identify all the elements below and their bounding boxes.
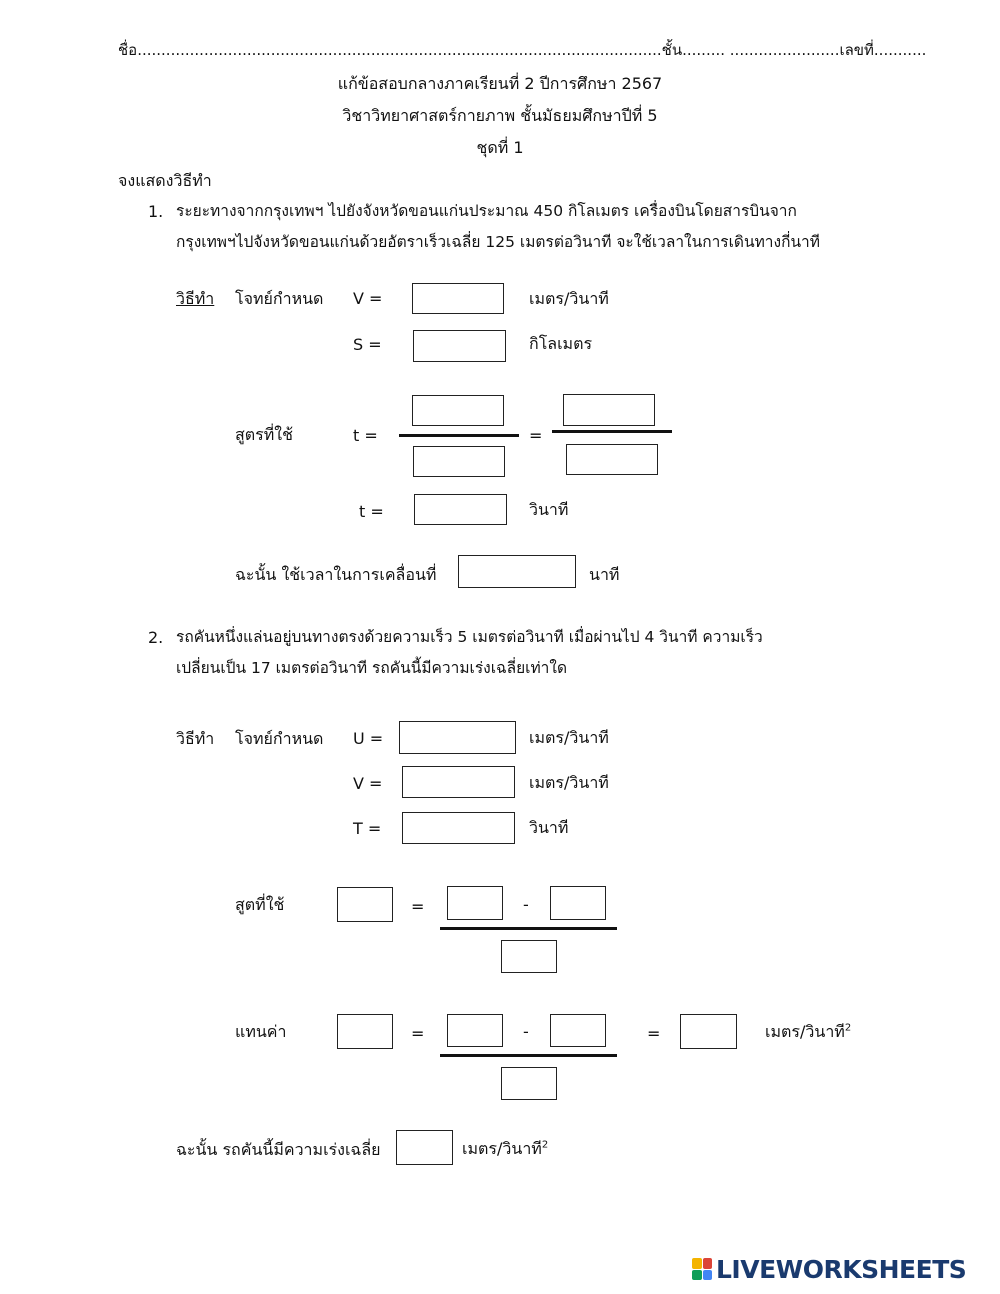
q2-u-label: U =	[353, 729, 384, 748]
q1-v-unit: เมตร/วินาที	[529, 289, 609, 308]
q1-method-label: วิธีทำ	[176, 289, 215, 308]
logo-square-1	[692, 1258, 702, 1269]
q2-t-unit: วินาที	[529, 818, 569, 837]
q2-u-unit: เมตร/วินาที	[529, 728, 609, 747]
liveworksheets-logo-text: LIVEWORKSHEETS	[716, 1254, 967, 1284]
q1-conclusion-unit: นาที	[589, 565, 620, 584]
q1-t-label: t =	[353, 426, 378, 445]
liveworksheets-logo-icon	[692, 1258, 712, 1280]
q2-method-label: วิธีทำ	[176, 729, 215, 748]
q1-formula-label: สูตรที่ใช้	[235, 425, 293, 444]
q1-v-answer-box[interactable]	[412, 283, 504, 314]
liveworksheets-logo[interactable]	[692, 1256, 966, 1282]
q2-given-label: โจทย์กำหนด	[235, 729, 324, 748]
q2-result-equals: =	[647, 1024, 661, 1043]
q1-t-result-box[interactable]	[414, 494, 507, 525]
q2-result-unit: เมตร/วินาที$^2$	[765, 1022, 852, 1041]
set-number: ชุดที่ 1	[476, 138, 524, 157]
q2-text-line1: รถคันหนึ่งแล่นอยู่บนทางตรงด้วยความเร็ว 5 เมตรต่อวินาที เมื่อผ่านไป 4 วินาที ความเร็ว	[176, 628, 763, 646]
q2-acceleration-answer-box[interactable]	[396, 1130, 453, 1165]
q1-formula-numerator-box[interactable]	[412, 395, 504, 426]
q1-t-unit: วินาที	[529, 500, 569, 519]
q1-minutes-answer-box[interactable]	[458, 555, 576, 588]
q2-number: 2.	[148, 628, 164, 647]
q2-substitute-denominator-box[interactable]	[501, 1067, 557, 1100]
q1-given-label: โจทย์กำหนด	[235, 289, 324, 308]
q1-s-label: S =	[353, 335, 382, 354]
q2-formula-minus: -	[523, 895, 529, 914]
q1-formula-denominator-box[interactable]	[413, 446, 505, 477]
logo-square-2	[703, 1258, 713, 1269]
exam-title: แก้ข้อสอบกลางภาคเรียนที่ 2 ปีการศึกษา 2567	[337, 74, 663, 93]
q2-t-answer-box[interactable]	[402, 812, 515, 844]
subject-title: วิชาวิทยาศาสตร์กายภาพ ชั้นมัธยมศึกษาปีที่ 5	[342, 106, 658, 125]
q2-result-unit-exponent: 2	[844, 1022, 852, 1034]
q1-equals-sign: =	[529, 426, 543, 445]
q1-text-line1: ระยะทางจากกรุงเทพฯ ไปยังจังหวัดขอนแก่นประมาณ 450 กิโลเมตร เครื่องบินโดยสารบินจาก	[176, 202, 797, 220]
q2-conclusion-unit: เมตร/วินาที$^2$	[462, 1139, 549, 1158]
q2-substitute-fraction-bar	[440, 1054, 617, 1057]
q1-conclusion-text: ฉะนั้น ใช้เวลาในการเคลื่อนที่	[235, 565, 437, 584]
q2-formula-denominator-box[interactable]	[501, 940, 557, 973]
instruction: จงแสดงวิธีทำ	[118, 171, 212, 190]
q1-substitute-numerator-box[interactable]	[563, 394, 655, 426]
q1-t-result-label: t =	[359, 502, 384, 521]
q2-result-box[interactable]	[680, 1014, 737, 1049]
q2-u-answer-box[interactable]	[399, 721, 516, 754]
logo-square-3	[692, 1270, 702, 1281]
q1-fraction-bar	[399, 434, 519, 437]
q1-v-label: V =	[353, 289, 383, 308]
q1-s-answer-box[interactable]	[413, 330, 506, 362]
q2-text-line2: เปลี่ยนเป็น 17 เมตรต่อวินาที รถคันนี้มีความเร่งเฉลี่ยเท่าใด	[176, 659, 568, 677]
q2-formula-num2-box[interactable]	[550, 886, 606, 920]
q2-conclusion-unit-exponent: 2	[541, 1139, 549, 1151]
name-class-number-line: ชื่อ..............................................................................................................ชั้น......... .......................เลขที่...........	[118, 41, 927, 59]
q2-formula-fraction-bar	[440, 927, 617, 930]
q2-substitute-label: แทนค่า	[235, 1022, 287, 1041]
q2-formula-equals: =	[411, 897, 425, 916]
q2-substitute-equals: =	[411, 1024, 425, 1043]
q2-substitute-minus: -	[523, 1022, 529, 1041]
q2-formula-num1-box[interactable]	[447, 886, 503, 920]
q1-s-unit: กิโลเมตร	[529, 334, 593, 353]
q2-substitute-lhs-box[interactable]	[337, 1014, 393, 1049]
q2-substitute-num1-box[interactable]	[447, 1014, 503, 1047]
q2-formula-label: สูตที่ใช้	[235, 895, 285, 914]
q2-t-label: T =	[353, 819, 382, 838]
logo-square-4	[703, 1270, 713, 1281]
q1-substitute-denominator-box[interactable]	[566, 444, 658, 475]
q1-text-line2: กรุงเทพฯไปจังหวัดขอนแก่นด้วยอัตราเร็วเฉลี่ย 125 เมตรต่อวินาที จะใช้เวลาในการเดินทางกี่นาที	[176, 233, 820, 251]
q2-formula-lhs-box[interactable]	[337, 887, 393, 922]
q2-v-answer-box[interactable]	[402, 766, 515, 798]
q1-number: 1.	[148, 202, 164, 221]
q2-substitute-num2-box[interactable]	[550, 1014, 606, 1047]
q1-substitute-fraction-bar	[552, 430, 672, 433]
q2-v-unit: เมตร/วินาที	[529, 773, 609, 792]
q2-conclusion-text: ฉะนั้น รถคันนี้มีความเร่งเฉลี่ย	[176, 1140, 381, 1159]
q2-v-label: V =	[353, 774, 383, 793]
